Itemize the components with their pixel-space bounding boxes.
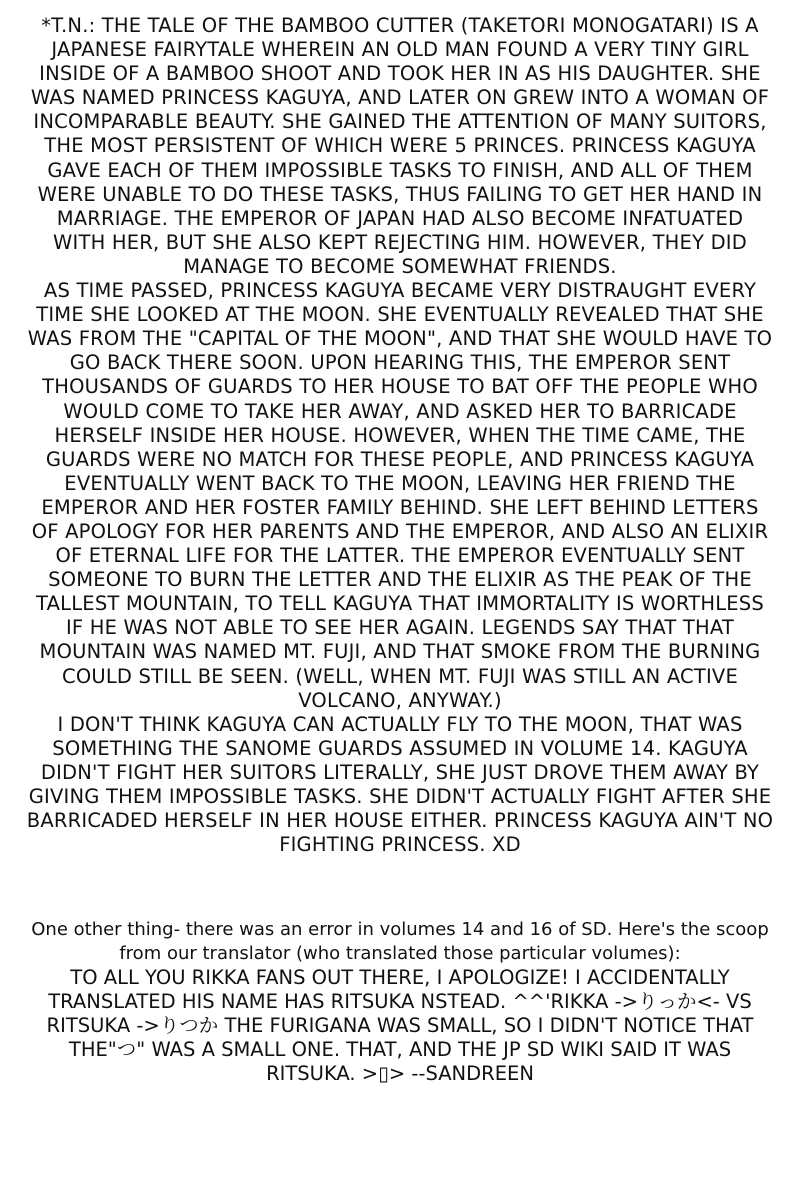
- translator-note: [22, 14, 778, 857]
- translator-note-paragraph-1: *T.N.: THE TALE OF THE BAMBOO CUTTER (TAKETORI MONOGATARI) IS A JAPANESE FAIRYTALE WHEREIN AN OLD MAN FOUND A VERY TINY GIRL INSIDE OF A BAMBOO SHOOT AND TOOK HER IN AS HIS DAUGHTER. SHE WAS NAMED PRINCESS KAGUYA, AND LATER ON GREW INTO A WOMAN OF INCOMPARABLE BEAUTY. SHE GAINED THE ATTENTION OF MANY SUITORS, THE MOST PERSISTENT OF WHICH WERE 5 PRINCES. PRINCESS KAGUYA GAVE EACH OF THEM IMPOSSIBLE TASKS TO FINISH, AND ALL OF THEM WERE UNABLE TO DO THESE TASKS, THUS FAILING TO GET HER HAND IN MARRIAGE. THE EMPEROR OF JAPAN HAD ALSO BECOME INFATUATED WITH HER, BUT SHE ALSO KEPT REJECTING HIM. HOWEVER, THEY DID MANAGE TO BECOME SOMEWHAT FRIENDS.: [30, 14, 770, 278]
- errata-quote: TO ALL YOU RIKKA FANS OUT THERE, I APOLOGIZE! I ACCIDENTALLY TRANSLATED HIS NAME HAS RITSUKA NSTEAD. ^^'RIKKA ->りっか<- VS RITSUKA ->りつか THE FURIGANA WAS SMALL, SO I DIDN'T NOTICE THAT THE"つ" WAS A SMALL ONE. THAT, AND THE JP SD WIKI SAID IT WAS RITSUKA. >▯> --SANDREEN: [46, 966, 754, 1085]
- translator-note-paragraph-2: AS TIME PASSED, PRINCESS KAGUYA BECAME VERY DISTRAUGHT EVERY TIME SHE LOOKED AT THE MOON. SHE EVENTUALLY REVEALED THAT SHE WAS FROM THE "CAPITAL OF THE MOON", AND THAT SHE WOULD HAVE TO GO BACK THERE SOON. UPON HEARING THIS, THE EMPEROR SENT THOUSANDS OF GUARDS TO HER HOUSE TO BAT OFF THE PEOPLE WHO WOULD COME TO TAKE HER AWAY, AND ASKED HER TO BARRICADE HERSELF INSIDE HER HOUSE. HOWEVER, WHEN THE TIME CAME, THE GUARDS WERE NO MATCH FOR THESE PEOPLE, AND PRINCESS KAGUYA EVENTUALLY WENT BACK TO THE MOON, LEAVING HER FRIEND THE EMPEROR AND HER FOSTER FAMILY BEHIND. SHE LEFT BEHIND LETTERS OF APOLOGY FOR HER PARENTS AND THE EMPEROR, AND ALSO AN ELIXIR OF ETERNAL LIFE FOR THE LATTER. THE EMPEROR EVENTUALLY SENT SOMEONE TO BURN THE LETTER AND THE ELIXIR AS THE PEAK OF THE TALLEST MOUNTAIN, TO TELL KAGUYA THAT IMMORTALITY IS WORTHLESS IF HE WAS NOT ABLE TO SEE HER AGAIN. LEGENDS SAY THAT THAT MOUNTAIN WAS NAMED MT. FUJI, AND THAT SMOKE FROM THE BURNING COULD STILL BE SEEN. (WELL, WHEN MT. FUJI WAS STILL AN ACTIVE VOLCANO, ANYWAY.): [27, 279, 773, 712]
- errata-note: [22, 918, 778, 1086]
- errata-intro: One other thing- there was an error in volumes 14 and 16 of SD. Here's the scoop from our translator (who translated those particular volumes):: [31, 919, 769, 964]
- translator-note-paragraph-3: I DON'T THINK KAGUYA CAN ACTUALLY FLY TO THE MOON, THAT WAS SOMETHING THE SANOME GUARDS ASSUMED IN VOLUME 14. KAGUYA DIDN'T FIGHT HER SUITORS LITERALLY, SHE JUST DROVE THEM AWAY BY GIVING THEM IMPOSSIBLE TASKS. SHE DIDN'T ACTUALLY FIGHT AFTER SHE BARRICADED HERSELF IN HER HOUSE EITHER. PRINCESS KAGUYA AIN'T NO FIGHTING PRINCESS. XD: [26, 712, 774, 857]
